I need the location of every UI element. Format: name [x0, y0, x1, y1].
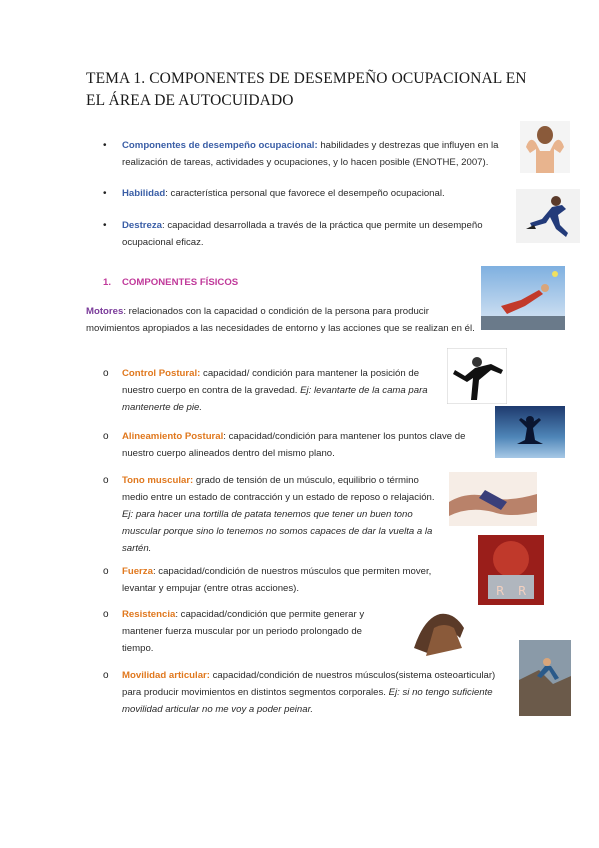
fire-hydrant-photo — [478, 535, 544, 605]
bullet-marker: • — [103, 188, 107, 199]
circle-marker: o — [103, 670, 109, 681]
item-resistencia: Resistencia: capacidad/condición que permite generar y mantener fuerza muscular por un periodo prolongado de tiempo. — [122, 609, 365, 654]
term-destreza: Destreza — [122, 220, 162, 231]
section-number: 1. — [103, 277, 112, 288]
child-flexing-photo — [520, 121, 570, 173]
rock-climber-photo — [519, 640, 571, 716]
definition-destreza: Destreza: capacidad desarrollada a través de la práctica que permite un desempeño ocupacional eficaz. — [122, 220, 483, 248]
acrobat-sky-photo — [481, 266, 565, 330]
term-motores: Motores — [86, 306, 124, 317]
item-tono-muscular: Tono muscular: grado de tensión de un músculo, equilibrio o término medio entre un estado de contracción y un estado de reposo o relajación. Ej: para hacer una tortilla de patata tenemos que tener un buen tono muscular porque sino lo tenemos no somos capaces de dar la vuelta a la sartén. — [122, 475, 435, 554]
item-control-postural: Control Postural: capacidad/ condición para mantener la posición de nuestro cuerpo en contra de la gravedad. Ej: levantarte de la cama para mantenerte de pie. — [122, 368, 428, 413]
circle-marker: o — [103, 475, 109, 486]
term-componentes: Componentes de desempeño ocupacional — [122, 140, 315, 151]
martial-arts-photo — [447, 348, 507, 404]
runner-photo — [516, 189, 580, 243]
item-movilidad-articular: Movilidad articular: capacidad/condición de nuestros músculos(sistema osteoarticular) para producir movimientos en distintos segmentos corporales. Ej: si no tengo suficiente movilidad articular no me voy a poder peinar. — [122, 670, 496, 715]
circle-marker: o — [103, 368, 109, 379]
definition-habilidad: Habilidad: característica personal que favorece el desempeño ocupacional. — [122, 188, 445, 199]
circle-marker: o — [103, 566, 109, 577]
svg-text:R: R — [496, 584, 505, 598]
bullet-marker: • — [103, 220, 107, 231]
circle-marker: o — [103, 609, 109, 620]
handshake-photo — [449, 472, 537, 526]
motores-paragraph: Motores: relacionados con la capacidad o condición de la persona para producir movimientos apropiados a las necesidades de entorno y las acciones que se realizan en él. — [86, 306, 475, 334]
definition-componentes: Componentes de desempeño ocupacional: habilidades y destrezas que influyen en la realización de tareas, actividades y ocupaciones, y lo hacen posible (ENOTHE, 2007). — [122, 140, 499, 168]
clasped-hands-photo — [410, 598, 468, 658]
item-alineamiento-postural: Alineamiento Postural: capacidad/condición para mantener los puntos clave de nuestro cuerpo alineados dentro del mismo plano. — [122, 431, 466, 459]
svg-text:R: R — [518, 584, 527, 598]
item-fuerza: Fuerza: capacidad/condición de nuestros músculos que permiten mover, levantar y empujar (entre otras acciones). — [122, 566, 432, 594]
circle-marker: o — [103, 431, 109, 442]
section-title: COMPONENTES FÍSICOS — [122, 277, 239, 288]
bullet-marker: • — [103, 140, 107, 151]
yoga-silhouette-photo — [495, 406, 565, 458]
page-title: TEMA 1. COMPONENTES DE DESEMPEÑO OCUPACIONAL EN EL ÁREA DE AUTOCUIDADO — [86, 70, 527, 109]
term-habilidad: Habilidad — [122, 188, 166, 199]
